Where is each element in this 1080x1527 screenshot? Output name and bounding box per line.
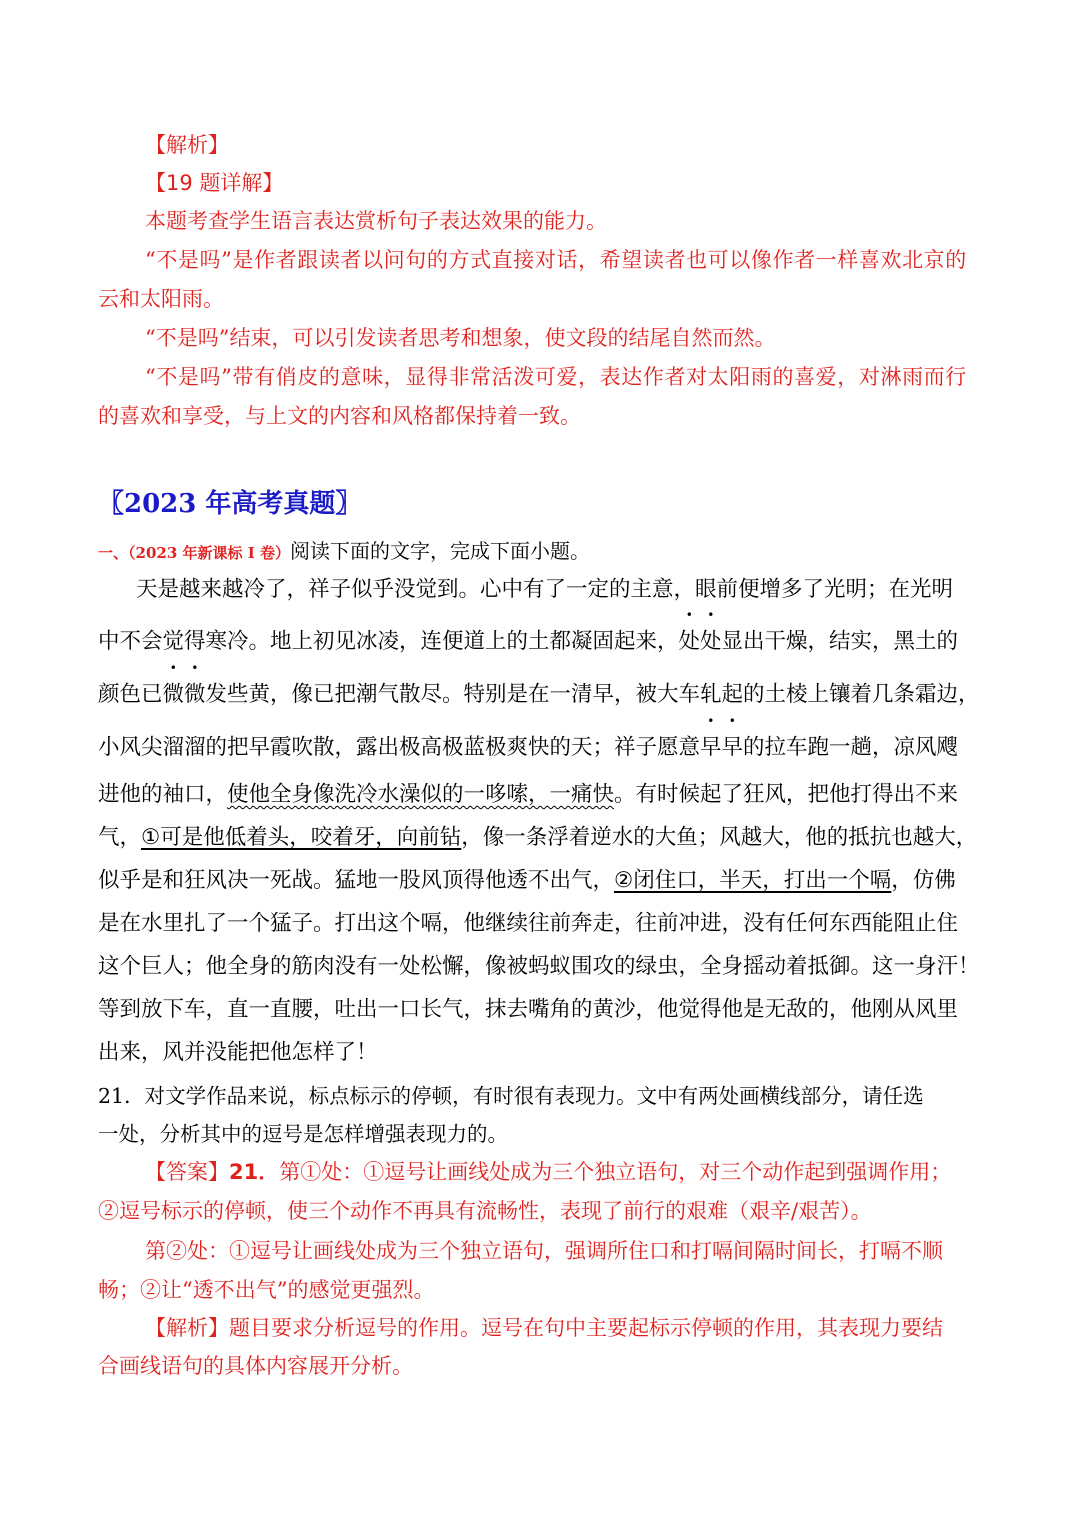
passage-line-4: 小风尖溜溜的把早霞吹散，露出极高极蓝极爽快的天；祥子愿意早早的拉车跑一趟，凉风飕 (98, 735, 959, 760)
question-21-line-1: 21．对文学作品来说，标点标示的停顿，有时很有表现力。文中有两处画横线部分，请任选 (98, 1084, 924, 1108)
passage-line-11: 出来，风并没能把他怎样了！ (98, 1040, 378, 1065)
passage-line-2: 中不会觉得寒冷。地上初见冰凌，连便道上的土都凝固起来，处处显出干燥，结实，黑土的 (98, 629, 959, 654)
detail-label: 【19 题详解】 (145, 171, 284, 195)
section-title: 〖2023 年高考真题〗 (98, 489, 362, 519)
question-source: （2023 年新课标 I 卷） (128, 544, 290, 562)
question-number: 一、 (98, 544, 129, 562)
passage-line-7: 似乎是和狂风决一死战。猛地一股风顶得他透不出气，②闭住口，半天，打出一个嗝，仿佛 (98, 868, 956, 893)
analysis-line-6: 的喜欢和享受，与上文的内容和风格都保持着一致。 (98, 404, 581, 428)
question-instruction: 阅读下面的文字，完成下面小题。 (289, 539, 590, 563)
analysis-line-2: “不是吗”是作者跟读者以问句的方式直接对话，希望读者也可以像作者一样喜欢北京的 (145, 248, 967, 272)
answer-line-1: 【答案】21．第①处：①逗号让画线处成为三个独立语句，对三个动作起到强调作用； (145, 1160, 952, 1184)
passage-line-10: 等到放下车，直一直腰，吐出一口长气，抹去嘴角的黄沙，他觉得他是无敌的，他刚从风里 (98, 997, 959, 1022)
analysis-line-3: 云和太阳雨。 (98, 287, 224, 311)
explanation-line-2: 合画线语句的具体内容展开分析。 (98, 1354, 413, 1378)
passage-line-8: 是在水里扎了一个猛子。打出这个嗝，他继续往前奔走，往前冲进，没有任何东西能阻止住 (98, 911, 959, 936)
answer-label: 【答案】 (145, 1160, 229, 1184)
analysis-line-4: “不是吗”结束，可以引发读者思考和想象，使文段的结尾自然而然。 (145, 326, 776, 350)
passage-line-6: 气，①可是他低着头，咬着牙，向前钻，像一条浮着逆水的大鱼；风越大，他的抵抗也越大， (98, 825, 978, 850)
answer-number: 21． (229, 1160, 280, 1184)
analysis-label: 【解析】 (145, 133, 229, 157)
explanation-label: 【解析】 (145, 1316, 229, 1340)
passage-line-3: 颜色已微微发些黄，像已把潮气散尽。特别是在一清早，被大车轧起的土棱上镶着几条霜边， (98, 682, 980, 707)
answer-line-4: 畅；②让“透不出气”的感觉更强烈。 (98, 1278, 435, 1302)
underlined-phrase-1: ①可是他低着头，咬着牙，向前钻 (141, 825, 462, 850)
passage-line-1: 天是越来越冷了，祥子似乎没觉到。心中有了一定的主意，眼前便增多了光明；在光明 (136, 577, 954, 602)
analysis-line-5: “不是吗”带有俏皮的意味，显得非常活泼可爱，表达作者对太阳雨的喜爱，对淋雨而行 (145, 365, 967, 389)
wavy-underlined-phrase: 使他全身像洗冷水澡似的一哆嗦，一痛快 (227, 782, 615, 807)
analysis-line-1: 本题考查学生语言表达赏析句子表达效果的能力。 (145, 209, 607, 233)
passage-line-5: 进他的袖口，使他全身像洗冷水澡似的一哆嗦，一痛快。有时候起了狂风，把他打得出不来 (98, 782, 959, 807)
answer-line-3: 第②处：①逗号让画线处成为三个独立语句，强调所住口和打嗝间隔时间长，打嗝不顺 (145, 1239, 943, 1263)
question-21-line-2: 一处，分析其中的逗号是怎样增强表现力的。 (98, 1122, 508, 1146)
answer-line-2: ②逗号标示的停顿，使三个动作不再具有流畅性，表现了前行的艰难（艰辛/艰苦）。 (98, 1199, 872, 1223)
passage-line-9: 这个巨人；他全身的筋肉没有一处松懈，像被蚂蚁围攻的绿虫，全身摇动着抵御。这一身汗！ (98, 954, 980, 979)
underlined-phrase-2: ②闭住口，半天，打出一个嗝 (614, 868, 892, 893)
section-subhead (98, 537, 590, 567)
explanation-line-1: 【解析】题目要求分析逗号的作用。逗号在句中主要起标示停顿的作用，其表现力要结 (145, 1316, 943, 1340)
